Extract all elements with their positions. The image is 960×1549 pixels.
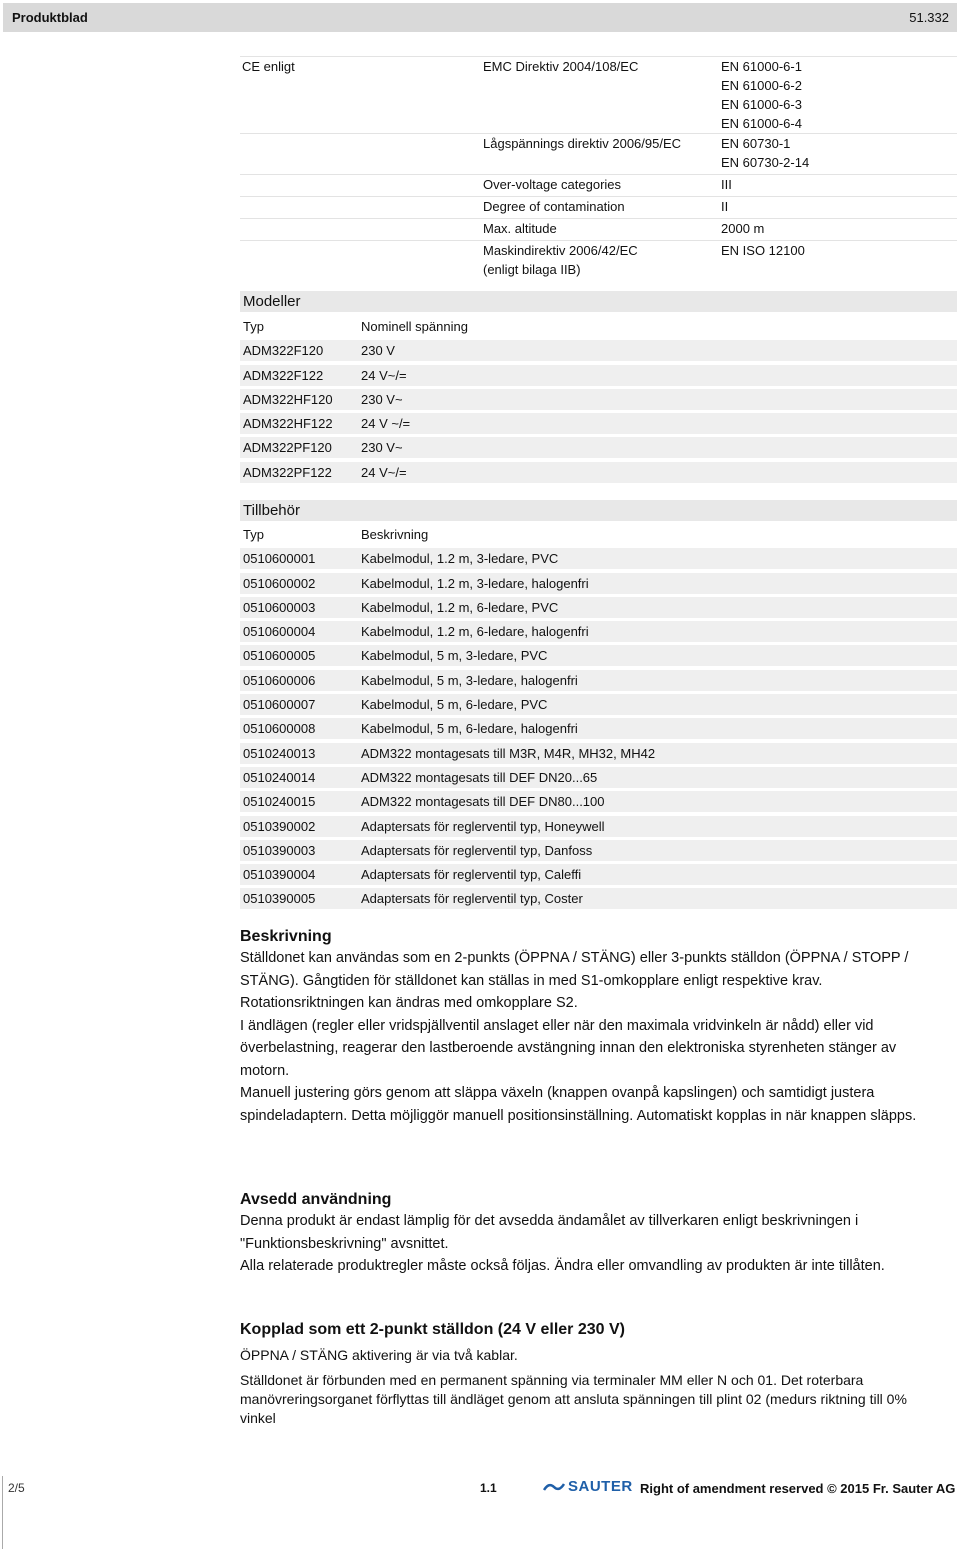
sauter-logo [543,1478,633,1495]
table-row [240,389,957,410]
ce-row [240,174,957,194]
accessory-code: 0510240014 [243,769,316,785]
ce-standard: EN ISO 12100 [721,243,805,258]
table-row [240,548,957,569]
models-table [240,316,957,486]
ce-standard: EN 61000-6-4 [721,116,802,131]
ce-table [240,56,957,279]
table-row [240,573,957,594]
table-row [240,670,957,691]
table-row [240,864,957,885]
accessory-code: 0510600006 [243,672,316,688]
model-type: ADM322PF120 [243,440,332,456]
accessory-description: Kabelmodul, 5 m, 6-ledare, halogenfri [361,721,578,737]
ce-directive: Lågspännings direktiv 2006/95/EC [483,136,682,151]
ce-standard: III [721,177,732,192]
table-row [240,743,957,764]
ce-standard: EN 61000-6-2 [721,78,802,93]
accessory-description: Adaptersats för reglerventil typ, Honeywell [361,818,605,834]
version: 1.1 [480,1481,497,1495]
table-row [240,365,957,386]
ce-label [240,241,483,279]
accessory-code: 0510390005 [243,891,316,907]
ce-label: CE enligt [242,59,295,74]
ce-standard: EN 60730-1 [721,136,791,151]
accessory-code: 0510600004 [243,624,316,640]
ce-standard: EN 61000-6-3 [721,97,802,112]
col-description-header: Beskrivning [361,527,429,542]
accessory-code: 0510600002 [243,575,316,591]
model-voltage: 230 V~ [361,440,403,456]
model-voltage: 230 V [361,343,395,359]
accessory-description: Adaptersats för reglerventil typ, Danfoss [361,842,593,858]
ce-standard: II [721,199,729,214]
page-header [3,3,957,32]
accessory-code: 0510390004 [243,867,316,883]
accessory-code: 0510600003 [243,599,316,615]
accessory-description: ADM322 montagesats till M3R, M4R, MH32, MH42 [361,745,656,761]
ce-directive: Maskindirektiv 2006/42/EC (enligt bilaga IIB) [483,243,638,277]
accessory-code: 0510600005 [243,648,316,664]
model-voltage: 24 V~/= [361,367,407,383]
table-row [240,597,957,618]
description-paragraph: Rotationsriktningen kan ändras med omkopplare S2. [240,995,578,1011]
accessory-description: Kabelmodul, 1.2 m, 3-ledare, halogenfri [361,575,589,591]
accessory-description: Kabelmodul, 1.2 m, 6-ledare, halogenfri [361,624,589,640]
usage-paragraph: Denna produkt är endast lämplig för det avsedda ändamålet av tillverkaren enligt beskrivningen i "Funktionsbeskrivning" avsnittet. [240,1213,859,1252]
description-heading: Beskrivning [240,928,332,945]
table-row [240,621,957,642]
coupled-paragraph: Ställdonet är förbunden med en permanent spänning via terminaler MM eller N och 01. Det roterbara manövreringsorganet förflyttas till ändläget genom att ansluta spänningen till plint 02 (medurs riktning till 0% vinkel [240,1372,907,1426]
ce-row [240,240,957,279]
accessory-code: 0510240013 [243,745,316,761]
accessory-code: 0510390002 [243,818,316,834]
accessory-code: 0510240015 [243,794,316,810]
col-type-header: Typ [243,527,264,542]
description-section [240,927,940,1127]
table-row [240,718,957,739]
accessories-table [240,524,957,913]
ce-row [240,196,957,216]
table-row [240,645,957,666]
description-paragraph: Manuell justering görs genom att släppa växeln (knappen ovanpå kapslingen) och samtidigt justera spindeladaptern. Detta möjliggör manuell positionsinställning. Automatiskt kopplas in när knappen släpps. [240,1085,917,1124]
col-voltage-header: Nominell spänning [361,319,468,334]
accessory-code: 0510600008 [243,721,316,737]
table-row [240,437,957,458]
model-voltage: 230 V~ [361,391,403,407]
table-header [240,524,957,545]
model-type: ADM322PF122 [243,464,332,480]
model-type: ADM322F122 [243,367,324,383]
accessory-description: Kabelmodul, 1.2 m, 3-ledare, PVC [361,551,559,567]
page-number: 2/5 [8,1481,25,1495]
table-row [240,462,957,483]
accessory-description: Adaptersats för reglerventil typ, Caleffi [361,867,582,883]
accessory-description: Kabelmodul, 5 m, 6-ledare, PVC [361,697,548,713]
table-row [240,888,957,909]
table-row [240,816,957,837]
table-row [240,340,957,361]
coupled-heading: Kopplad som ett 2-punkt ställdon (24 V eller 230 V) [240,1321,625,1338]
ce-directive: Max. altitude [483,221,557,236]
doc-type: Produktblad [12,10,88,25]
doc-number: 51.332 [909,10,949,25]
ce-directive: Degree of contamination [483,199,625,214]
accessory-description: ADM322 montagesats till DEF DN20...65 [361,769,598,785]
model-type: ADM322HF120 [243,391,333,407]
table-header [240,316,957,337]
ce-label [240,134,483,172]
coupled-paragraph: ÖPPNA / STÄNG aktivering är via två kablar. [240,1347,518,1363]
accessory-description: Kabelmodul, 1.2 m, 6-ledare, PVC [361,599,559,615]
description-paragraph: I ändlägen (regler eller vridspjällventil anslaget eller när den maximala vridvinkeln är nådd) eller vid överbelastning, reagerar den lastberoende avstängning innan den elektroniska styrenheten stänger av motorn. [240,1017,897,1079]
ce-row [240,218,957,238]
page-footer [0,1470,960,1549]
accessory-description: ADM322 montagesats till DEF DN80...100 [361,794,605,810]
ce-label [240,219,483,238]
coupled-section [240,1320,940,1428]
ce-directive: Over-voltage categories [483,177,622,192]
model-voltage: 24 V~/= [361,464,407,480]
accessory-description: Adaptersats för reglerventil typ, Coster [361,891,583,907]
accessory-description: Kabelmodul, 5 m, 3-ledare, PVC [361,648,548,664]
model-voltage: 24 V ~/= [361,416,411,432]
table-row [240,767,957,788]
table-row [240,413,957,434]
usage-section [240,1190,940,1278]
ce-standards [721,134,957,172]
models-title: Modeller [240,291,957,312]
usage-heading: Avsedd användning [240,1191,392,1208]
model-type: ADM322F120 [243,343,324,359]
model-type: ADM322HF122 [243,416,333,432]
col-type-header: Typ [243,319,264,334]
description-paragraph: Ställdonet kan användas som en 2-punkts (ÖPPNA / STÄNG) eller 3-punkts ställdon (ÖPPNA / STOPP / STÄNG). Gångtiden för ställdonet kan ställas in med S1-omkopplare enligt respektive krav. [240,950,909,989]
accessory-description: Kabelmodul, 5 m, 3-ledare, halogenfri [361,672,578,688]
ce-standard: 2000 m [721,221,765,236]
ce-standard: EN 61000-6-1 [721,59,802,74]
copyright: Right of amendment reserved © 2015 Fr. Sauter AG [640,1481,956,1496]
table-row [240,840,957,861]
accessories-title: Tillbehör [240,500,957,521]
ce-label [240,175,483,194]
accessory-code: 0510600001 [243,551,316,567]
ce-directive: EMC Direktiv 2004/108/EC [483,59,639,74]
accessory-code: 0510390003 [243,842,316,858]
ce-standard: EN 60730-2-14 [721,155,810,170]
footer-divider [2,1476,3,1549]
table-row [240,694,957,715]
sauter-logo-icon [543,1480,565,1494]
usage-paragraph: Alla relaterade produktregler måste också följas. Ändra eller omvandling av produkten är inte tillåten. [240,1258,885,1274]
ce-standards [721,57,957,133]
ce-label [240,197,483,216]
brand-name: SAUTER [568,1478,633,1495]
ce-row [240,56,957,133]
ce-row [240,133,957,172]
table-row [240,791,957,812]
accessory-code: 0510600007 [243,697,316,713]
